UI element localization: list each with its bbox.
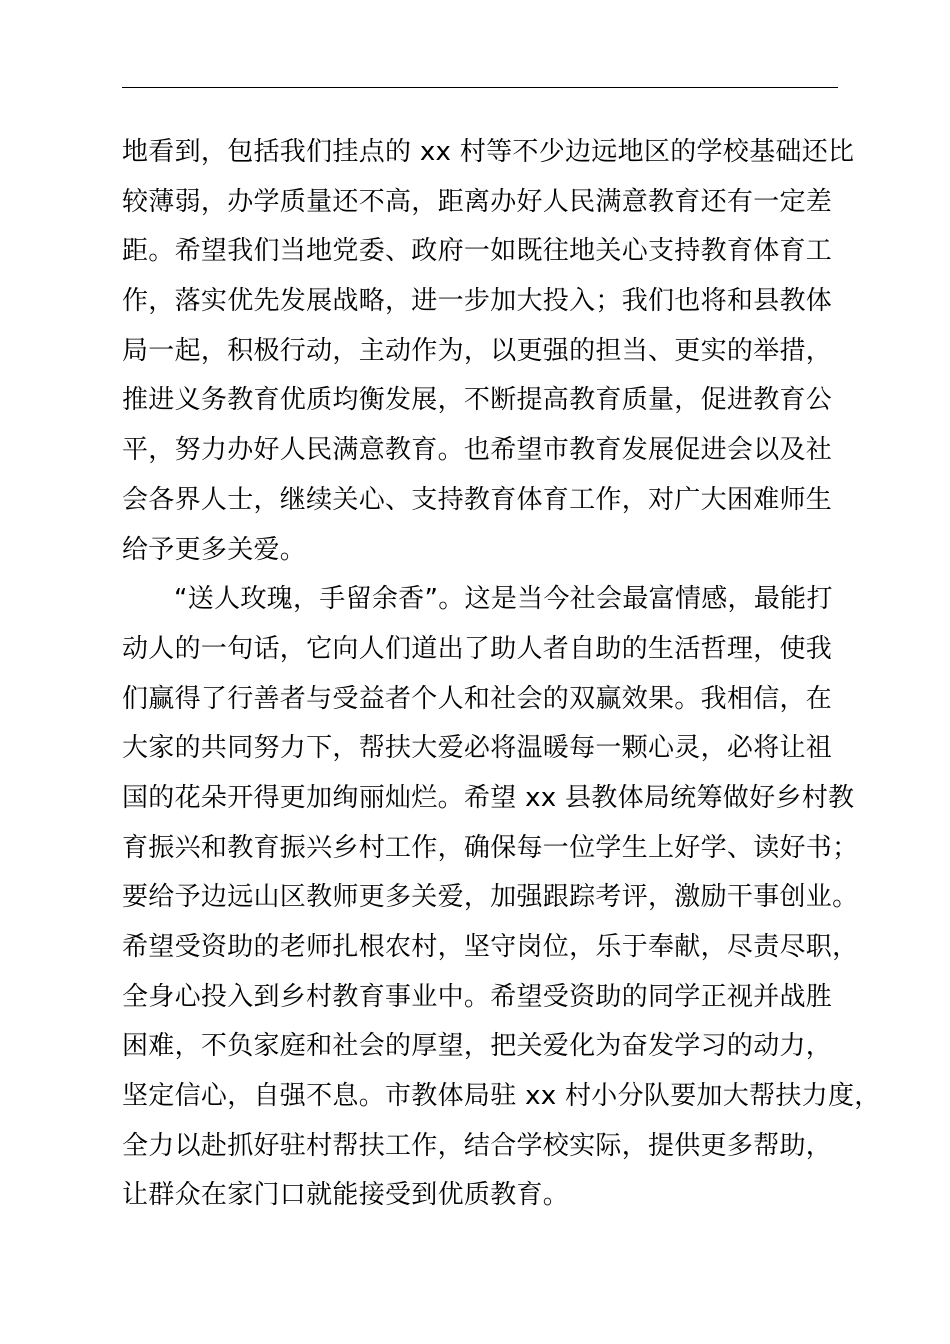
text-line: 困难，不负家庭和社会的厚望，把关爱化为奋发学习的动力， bbox=[122, 1031, 833, 1062]
text-line: 距。希望我们当地党委、政府一如既往地关心支持教育体育工 bbox=[122, 236, 833, 267]
text-line: 全身心投入到乡村教育事业中。希望受资助的同学正视并战胜 bbox=[122, 981, 833, 1012]
text-line: 动人的一句话，它向人们道出了助人者自助的生活哲理，使我 bbox=[122, 633, 833, 664]
text-line: 作，落实优先发展战略，进一步加大投入；我们也将和县教体 bbox=[122, 286, 833, 317]
text-line: 推进义务教育优质均衡发展，不断提高教育质量，促进教育公 bbox=[122, 385, 833, 416]
text-line: 会各界人士，继续关心、支持教育体育工作，对广大困难师生 bbox=[122, 484, 833, 515]
text-line: 给予更多关爱。 bbox=[122, 534, 307, 565]
text-line: 平，努力办好人民满意教育。也希望市教育发展促进会以及社 bbox=[122, 435, 833, 466]
text-line: 地看到，包括我们挂点的 xx 村等不少边远地区的学校基础还比 bbox=[122, 137, 855, 167]
paragraph-1 bbox=[122, 128, 862, 575]
text-line: “送人玫瑰，手留余香”。这是当今社会最富情感，最能打 bbox=[174, 584, 833, 615]
text-line: 较薄弱，办学质量还不高，距离办好人民满意教育还有一定差 bbox=[122, 186, 833, 217]
text-line: 大家的共同努力下，帮扶大爱必将温暖每一颗心灵，必将让祖 bbox=[122, 733, 833, 764]
document-body bbox=[122, 128, 881, 1221]
paragraph-2 bbox=[122, 575, 881, 1221]
text-line: 让群众在家门口就能接受到优质教育。 bbox=[122, 1180, 570, 1211]
text-line: 坚定信心，自强不息。市教体局驻 xx 村小分队要加大帮扶力度， bbox=[122, 1081, 881, 1112]
text-line: 国的花朵开得更加绚丽灿烂。希望 xx 县教体局统筹做好乡村教 bbox=[122, 782, 855, 813]
text-line: 要给予边远山区教师更多关爱，加强跟踪考评，激励干事创业。 bbox=[122, 882, 859, 913]
text-line: 育振兴和教育振兴乡村工作，确保每一位学生上好学、读好书； bbox=[122, 832, 859, 863]
text-line: 局一起，积极行动，主动作为，以更强的担当、更实的举措， bbox=[122, 335, 833, 366]
text-line: 们赢得了行善者与受益者个人和社会的双赢效果。我相信，在 bbox=[122, 683, 833, 714]
header-rule bbox=[122, 87, 838, 88]
text-line: 全力以赴抓好驻村帮扶工作，结合学校实际，提供更多帮助， bbox=[122, 1130, 833, 1161]
text-line: 希望受资助的老师扎根农村，坚守岗位，乐于奉献，尽责尽职， bbox=[122, 932, 859, 962]
